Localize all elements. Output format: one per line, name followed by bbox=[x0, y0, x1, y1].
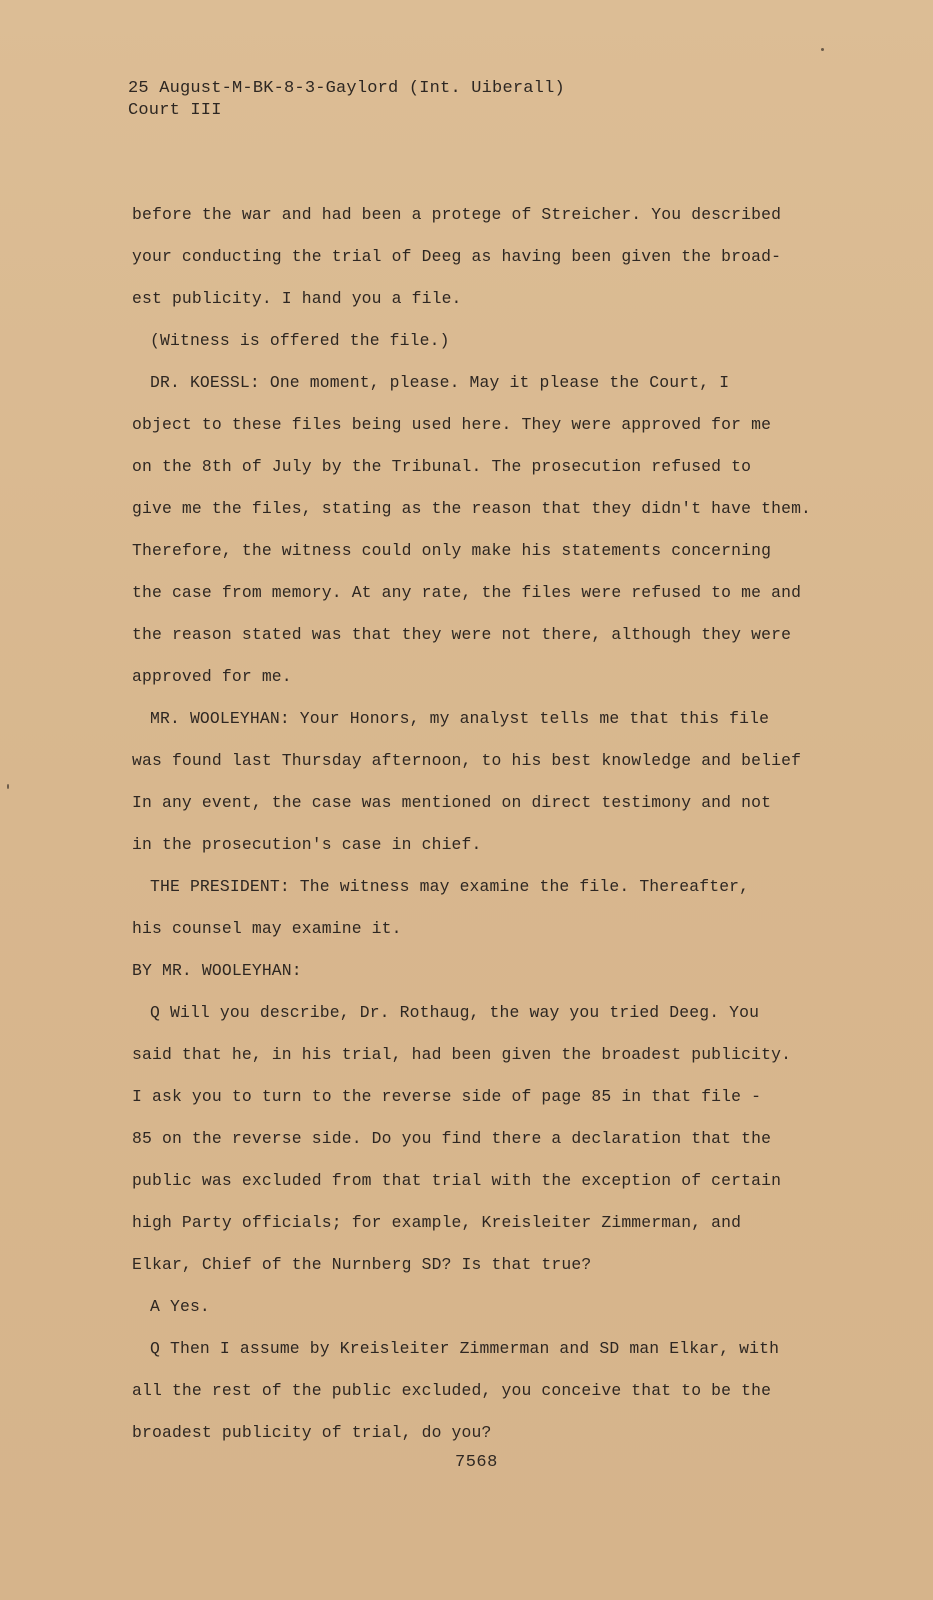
transcript-line: high Party officials; for example, Kreisleiter Zimmerman, and bbox=[132, 1213, 742, 1232]
header-line-1: 25 August-M-BK-8-3-Gaylord (Int. Uiberall) bbox=[128, 79, 565, 98]
transcript-line: I ask you to turn to the reverse side of page 85 in that file - bbox=[132, 1087, 762, 1106]
transcript-line: MR. WOOLEYHAN: Your Honors, my analyst tells me that this file bbox=[150, 709, 770, 728]
transcript-line: est publicity. I hand you a file. bbox=[132, 289, 462, 308]
transcript-line: DR. KOESSL: One moment, please. May it please the Court, I bbox=[150, 373, 730, 392]
transcript-line: your conducting the trial of Deeg as having been given the broad- bbox=[132, 247, 782, 266]
transcript-line: Therefore, the witness could only make his statements concerning bbox=[132, 541, 772, 560]
page-number: 7568 bbox=[455, 1453, 498, 1472]
transcript-line: broadest publicity of trial, do you? bbox=[132, 1423, 492, 1442]
transcript-line: Q Then I assume by Kreisleiter Zimmerman and SD man Elkar, with bbox=[150, 1339, 780, 1358]
transcript-line: public was excluded from that trial with the exception of certain bbox=[132, 1171, 782, 1190]
transcript-line: on the 8th of July by the Tribunal. The prosecution refused to bbox=[132, 457, 752, 476]
transcript-line: BY MR. WOOLEYHAN: bbox=[132, 961, 302, 980]
transcript-line: approved for me. bbox=[132, 667, 292, 686]
transcript-line: (Witness is offered the file.) bbox=[150, 331, 450, 350]
header-line-2: Court III bbox=[128, 101, 222, 120]
transcript-line: A Yes. bbox=[150, 1297, 210, 1316]
transcript-line: all the rest of the public excluded, you conceive that to be the bbox=[132, 1381, 772, 1400]
transcript-line: give me the files, stating as the reason that they didn't have them. bbox=[132, 499, 812, 518]
document-header bbox=[128, 78, 565, 122]
transcript-line: Q Will you describe, Dr. Rothaug, the way you tried Deeg. You bbox=[150, 1003, 760, 1022]
transcript-body bbox=[132, 202, 852, 1462]
transcript-line: In any event, the case was mentioned on direct testimony and not bbox=[132, 793, 772, 812]
transcript-line: in the prosecution's case in chief. bbox=[132, 835, 482, 854]
transcript-line: before the war and had been a protege of Streicher. You described bbox=[132, 205, 782, 224]
transcript-line: Elkar, Chief of the Nurnberg SD? Is that true? bbox=[132, 1255, 592, 1274]
transcript-line: THE PRESIDENT: The witness may examine the file. Thereafter, bbox=[150, 877, 750, 896]
transcript-line: object to these files being used here. They were approved for me bbox=[132, 415, 772, 434]
transcript-line: the reason stated was that they were not there, although they were bbox=[132, 625, 792, 644]
paper-speck bbox=[7, 784, 9, 789]
transcript-line: the case from memory. At any rate, the files were refused to me and bbox=[132, 583, 802, 602]
transcript-line: was found last Thursday afternoon, to his best knowledge and belief bbox=[132, 751, 802, 770]
transcript-line: 85 on the reverse side. Do you find there a declaration that the bbox=[132, 1129, 772, 1148]
transcript-line: said that he, in his trial, had been given the broadest publicity. bbox=[132, 1045, 792, 1064]
paper-speck bbox=[821, 48, 824, 51]
transcript-line: his counsel may examine it. bbox=[132, 919, 402, 938]
